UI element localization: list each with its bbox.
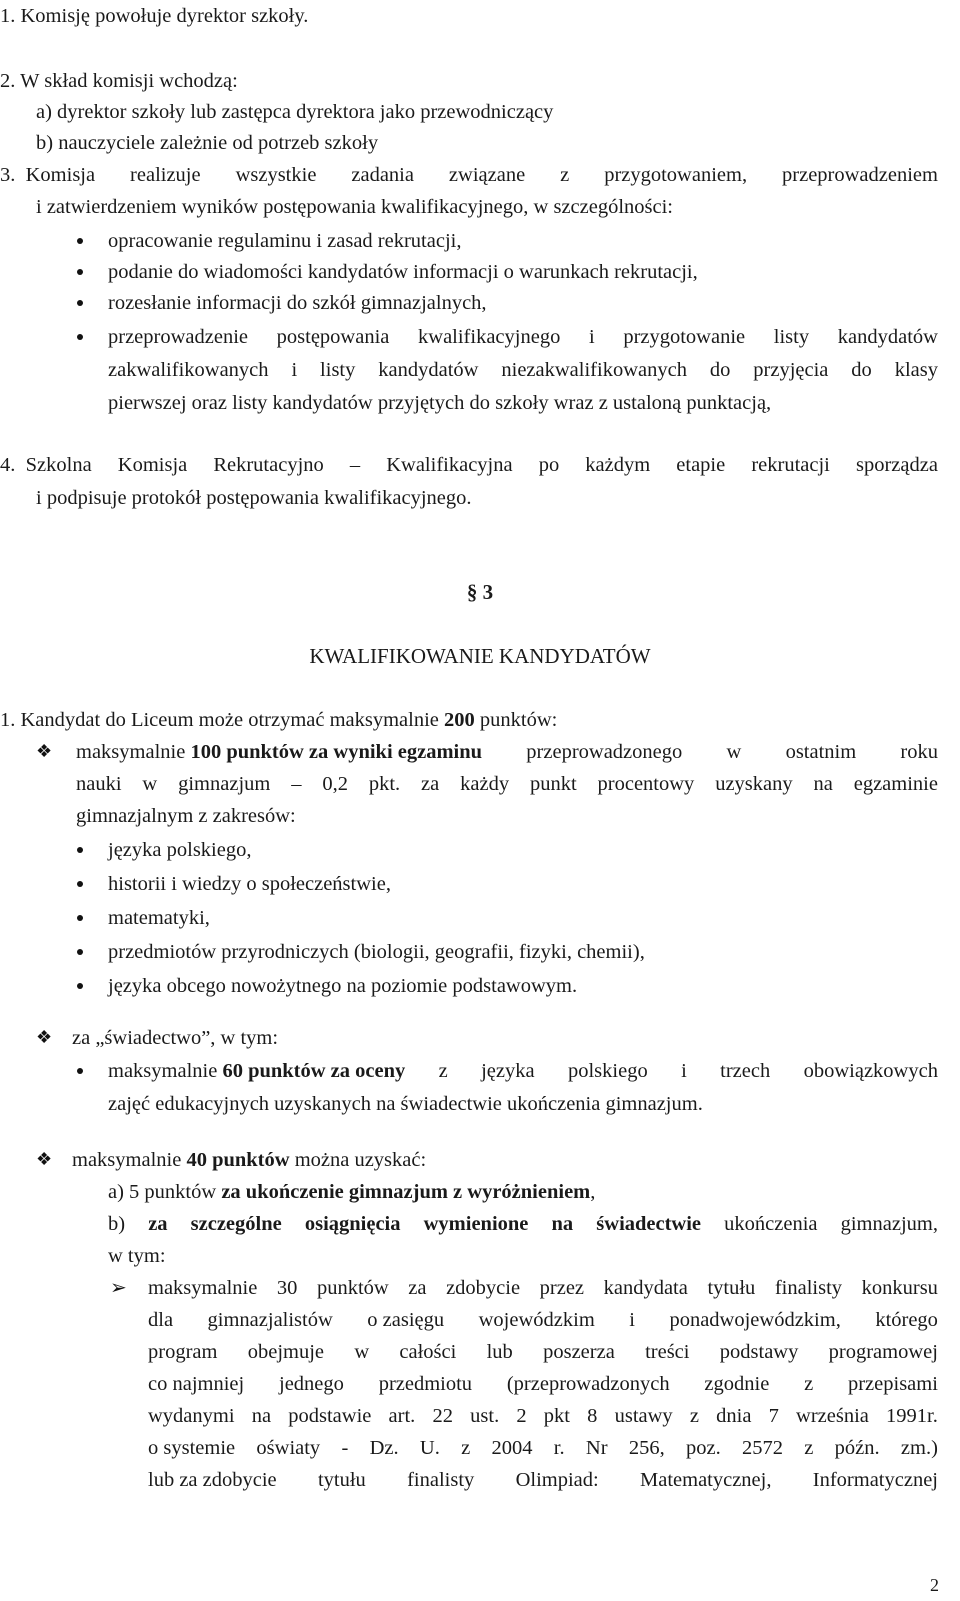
word: 256, <box>628 1437 665 1459</box>
item-3-bullet-4-line-3: pierwszej oraz listy kandydatów przyjętych do szkoły wraz z ustaloną punktacją, <box>108 392 772 414</box>
certificate-heading: za „świadectwo”, w tym: <box>72 1027 279 1049</box>
item-4-line-1 <box>0 455 938 476</box>
word: tytułu <box>707 1277 756 1299</box>
word: podstawie <box>288 1405 372 1427</box>
word: języka <box>481 1060 535 1082</box>
word: ponadwojewódzkim, <box>669 1309 841 1331</box>
word: zdobycie <box>446 1277 521 1299</box>
word: Nr <box>585 1437 608 1459</box>
bullet-icon <box>77 238 83 244</box>
exam-lead <box>76 742 482 763</box>
word: Olimpiad: <box>515 1469 599 1491</box>
word: etapie <box>676 454 726 476</box>
word: trzech <box>720 1060 771 1082</box>
word: roku <box>900 741 938 763</box>
word: zadania <box>351 164 414 186</box>
word: 1991r. <box>886 1405 938 1427</box>
item-3-bullet-4-line-1 <box>108 327 938 348</box>
certificate-points-bold: 60 punktów za oceny <box>222 1060 406 1082</box>
word: (przeprowadzonych <box>506 1373 670 1395</box>
word: tytułu <box>317 1469 366 1491</box>
item-3-line-2: i zatwierdzeniem wyników postępowania kwalifikacyjnego, w szczególności: <box>36 196 674 218</box>
bullet-icon <box>77 915 83 921</box>
word: po <box>538 454 560 476</box>
bullet-icon <box>77 949 83 955</box>
word: - <box>341 1437 349 1459</box>
word: z <box>689 1405 699 1427</box>
intro-points: 200 <box>444 709 475 731</box>
word: na <box>251 1405 272 1427</box>
word: maksymalnie <box>108 1060 223 1082</box>
word: ust. <box>470 1405 500 1427</box>
word: Komisja <box>117 454 188 476</box>
word: jednego <box>279 1373 344 1395</box>
item-3-bullet-1: opracowanie regulaminu i zasad rekrutacji, <box>108 230 462 252</box>
word: treści <box>645 1341 690 1363</box>
word: 22 <box>432 1405 453 1427</box>
word: wojewódzkim <box>478 1309 595 1331</box>
word: zm.) <box>900 1437 938 1459</box>
intro-text-end: punktów: <box>474 709 558 731</box>
word: 2572 <box>741 1437 783 1459</box>
exam-points-bold: 100 punktów za wyniki egzaminu <box>190 741 483 763</box>
extra-b-label: b) <box>108 1213 126 1235</box>
word: U. <box>419 1437 440 1459</box>
word: z <box>461 1437 471 1459</box>
extra-item-b-line-2: w tym: <box>108 1245 166 1267</box>
word: dnia <box>716 1405 752 1427</box>
word: 4. Szkolna <box>0 454 92 476</box>
word: na <box>813 773 833 795</box>
word: pkt. <box>368 773 401 795</box>
bullet-icon <box>77 881 83 887</box>
word: ukończenia <box>724 1213 818 1235</box>
item-4-line-2: i podpisuje protokół postępowania kwalifikacyjnego. <box>36 487 472 509</box>
word: ustawy <box>614 1405 673 1427</box>
item-3-bullet-2: podanie do wiadomości kandydatów informacji o warunkach rekrutacji, <box>108 261 698 283</box>
extra-text: maksymalnie <box>72 1149 187 1171</box>
word: oświaty <box>256 1437 321 1459</box>
word: listy <box>773 326 810 348</box>
word: 8 <box>587 1405 598 1427</box>
word: i <box>681 1060 687 1082</box>
word: – <box>349 454 361 476</box>
word: procentowy <box>597 773 695 795</box>
word: rekrutacji <box>751 454 830 476</box>
word: świadectwie <box>596 1213 702 1235</box>
intro-text: 1. Kandydat do Liceum może otrzymać maksymalnie <box>0 709 445 731</box>
word: i <box>629 1309 635 1331</box>
word: z <box>804 1437 814 1459</box>
word: na <box>551 1213 574 1235</box>
subject-4: przedmiotów przyrodniczych (biologii, geografii, fizyki, chemii), <box>108 941 645 963</box>
word: za <box>408 1277 427 1299</box>
word: kandydatów <box>378 359 479 381</box>
word: późn. <box>834 1437 880 1459</box>
extra-points-heading <box>72 1150 426 1171</box>
word: polskiego <box>567 1060 648 1082</box>
word: do <box>851 359 872 381</box>
word: kwalifikacyjnego <box>418 326 561 348</box>
word: 0,2 <box>322 773 348 795</box>
word: o systemie <box>148 1437 236 1459</box>
word: przygotowanie <box>623 326 746 348</box>
finalist-line-4 <box>148 1374 938 1395</box>
word: 2 <box>516 1405 527 1427</box>
extra-a-bold: za ukończenie gimnazjum z wyróżnieniem <box>221 1181 591 1203</box>
word: listy <box>320 359 356 381</box>
word: wszystkie <box>235 164 317 186</box>
intro-line <box>0 710 557 731</box>
diamond-bullet-icon: ❖ <box>36 741 53 761</box>
word: szczególne <box>190 1213 282 1235</box>
item-3-bullet-4-line-2 <box>108 360 938 381</box>
word: przedmiotu <box>378 1373 473 1395</box>
word: lub za zdobycie <box>148 1469 277 1491</box>
word: każdy <box>460 773 510 795</box>
certificate-lead <box>108 1061 405 1082</box>
subject-3: matematyki, <box>108 907 210 929</box>
word: nauki <box>76 773 122 795</box>
word: 7 <box>768 1405 779 1427</box>
finalist-line-5 <box>148 1406 938 1427</box>
finalist-line-2 <box>148 1310 938 1331</box>
word: o zasięgu <box>367 1309 445 1331</box>
word: 30 <box>276 1277 298 1299</box>
word: Rekrutacyjno <box>213 454 324 476</box>
word: obowiązkowych <box>803 1060 938 1082</box>
word: związane <box>448 164 526 186</box>
diamond-bullet-icon: ❖ <box>36 1027 53 1047</box>
word: lub <box>486 1341 513 1363</box>
extra-a-text: a) 5 punktów <box>108 1181 222 1203</box>
certificate-line-1 <box>108 1061 938 1082</box>
paragraph-sign: § 3 <box>466 580 494 604</box>
item-3-line-1 <box>0 165 938 186</box>
word: finalisty <box>407 1469 475 1491</box>
word: pkt <box>543 1405 570 1427</box>
word: konkursu <box>861 1277 938 1299</box>
word: klasy <box>894 359 938 381</box>
word: 3. Komisja <box>0 164 96 186</box>
item-3-bullet-3: rozesłanie informacji do szkół gimnazjalnych, <box>108 292 487 314</box>
word: co najmniej <box>148 1373 245 1395</box>
word: przeprowadzenie <box>108 326 248 348</box>
word: przeprowadzonego <box>526 741 683 763</box>
word: 2004 <box>491 1437 533 1459</box>
word: gimnazjum, <box>840 1213 938 1235</box>
word: art. <box>388 1405 416 1427</box>
section-heading: KWALIFIKOWANIE KANDYDATÓW <box>309 644 651 668</box>
bullet-icon <box>77 269 83 275</box>
word: przyjęcia <box>753 359 829 381</box>
item-2b: b) nauczyciele zależnie od potrzeb szkoły <box>36 132 379 154</box>
word: za <box>421 773 440 795</box>
diamond-bullet-icon: ❖ <box>36 1149 53 1169</box>
word: r. <box>553 1437 565 1459</box>
word: z <box>438 1060 448 1082</box>
page-number: 2 <box>930 1575 939 1595</box>
bullet-icon <box>77 847 83 853</box>
word: maksymalnie <box>76 741 191 763</box>
word: gimnazjum <box>178 773 271 795</box>
word: osiągnięcia <box>304 1213 401 1235</box>
subject-1: języka polskiego, <box>108 839 252 861</box>
word: maksymalnie <box>148 1277 258 1299</box>
word: poszerza <box>543 1341 615 1363</box>
word: Matematycznej, <box>640 1469 772 1491</box>
word: uzyskany <box>715 773 793 795</box>
word: programowej <box>828 1341 938 1363</box>
word: z <box>804 1373 814 1395</box>
word: sporządza <box>855 454 938 476</box>
word: kandydatów <box>837 326 938 348</box>
word: ostatnim <box>785 741 857 763</box>
certificate-line-2: zajęć edukacyjnych uzyskanych na świadectwie ukończenia gimnazjum. <box>108 1093 703 1115</box>
word: finalisty <box>774 1277 843 1299</box>
arrow-bullet-icon: ➢ <box>110 1277 127 1299</box>
word: przygotowaniem, <box>604 164 748 186</box>
extra-points-bold: 40 punktów <box>186 1149 290 1171</box>
word: punktów <box>316 1277 389 1299</box>
word: wydanymi <box>148 1405 235 1427</box>
word: Kwalifikacyjna <box>386 454 513 476</box>
finalist-line-3 <box>148 1342 938 1363</box>
bullet-icon <box>77 300 83 306</box>
word: przez <box>539 1277 585 1299</box>
exam-line-1 <box>76 742 938 763</box>
word: obejmuje <box>247 1341 325 1363</box>
word: podstawy <box>719 1341 799 1363</box>
finalist-line-6 <box>148 1438 938 1459</box>
word: Dz. <box>369 1437 399 1459</box>
subject-2: historii i wiedzy o społeczeństwie, <box>108 873 391 895</box>
word: egzaminie <box>853 773 938 795</box>
word: i <box>588 326 595 348</box>
word: za <box>148 1213 168 1235</box>
word: program <box>148 1341 218 1363</box>
word: wymienione <box>423 1213 529 1235</box>
extra-text-end: można uzyskać: <box>289 1149 427 1171</box>
exam-line-3: gimnazjalnym z zakresów: <box>76 805 296 827</box>
word: w <box>142 773 158 795</box>
item-1: 1. Komisję powołuje dyrektor szkoły. <box>0 5 309 27</box>
word: zgodnie <box>704 1373 770 1395</box>
word: przepisami <box>847 1373 938 1395</box>
word: w <box>354 1341 370 1363</box>
word: realizuje <box>130 164 201 186</box>
word: i <box>291 359 298 381</box>
exam-line-2 <box>76 774 938 795</box>
word: poz. <box>685 1437 721 1459</box>
bullet-icon <box>77 1068 83 1074</box>
word: gimnazjalistów <box>207 1309 333 1331</box>
word: całości <box>399 1341 457 1363</box>
word: przeprowadzeniem <box>782 164 938 186</box>
word: niezakwalifikowanych <box>501 359 687 381</box>
word: dla <box>148 1309 174 1331</box>
extra-item-b-line-1 <box>108 1214 938 1235</box>
word: postępowania <box>276 326 390 348</box>
word: do <box>709 359 731 381</box>
word: każdym <box>585 454 651 476</box>
subject-5: języka obcego nowożytnego na poziomie podstawowym. <box>108 975 578 997</box>
extra-a-end: , <box>590 1181 596 1203</box>
extra-item-a <box>108 1182 595 1203</box>
word: – <box>291 773 302 795</box>
finalist-line-1 <box>148 1278 938 1299</box>
word: zakwalifikowanych <box>108 359 269 381</box>
word: września <box>796 1405 869 1427</box>
word: kandydata <box>603 1277 688 1299</box>
word: w <box>726 741 742 763</box>
bullet-icon <box>77 983 83 989</box>
item-2a: a) dyrektor szkoły lub zastępca dyrektora jako przewodniczący <box>36 101 554 123</box>
word: z <box>560 164 570 186</box>
word: punkt <box>529 773 577 795</box>
finalist-line-7 <box>148 1470 938 1491</box>
item-2: 2. W skład komisji wchodzą: <box>0 70 238 92</box>
bullet-icon <box>77 334 83 340</box>
word: Informatycznej <box>812 1469 938 1491</box>
word: którego <box>875 1309 938 1331</box>
